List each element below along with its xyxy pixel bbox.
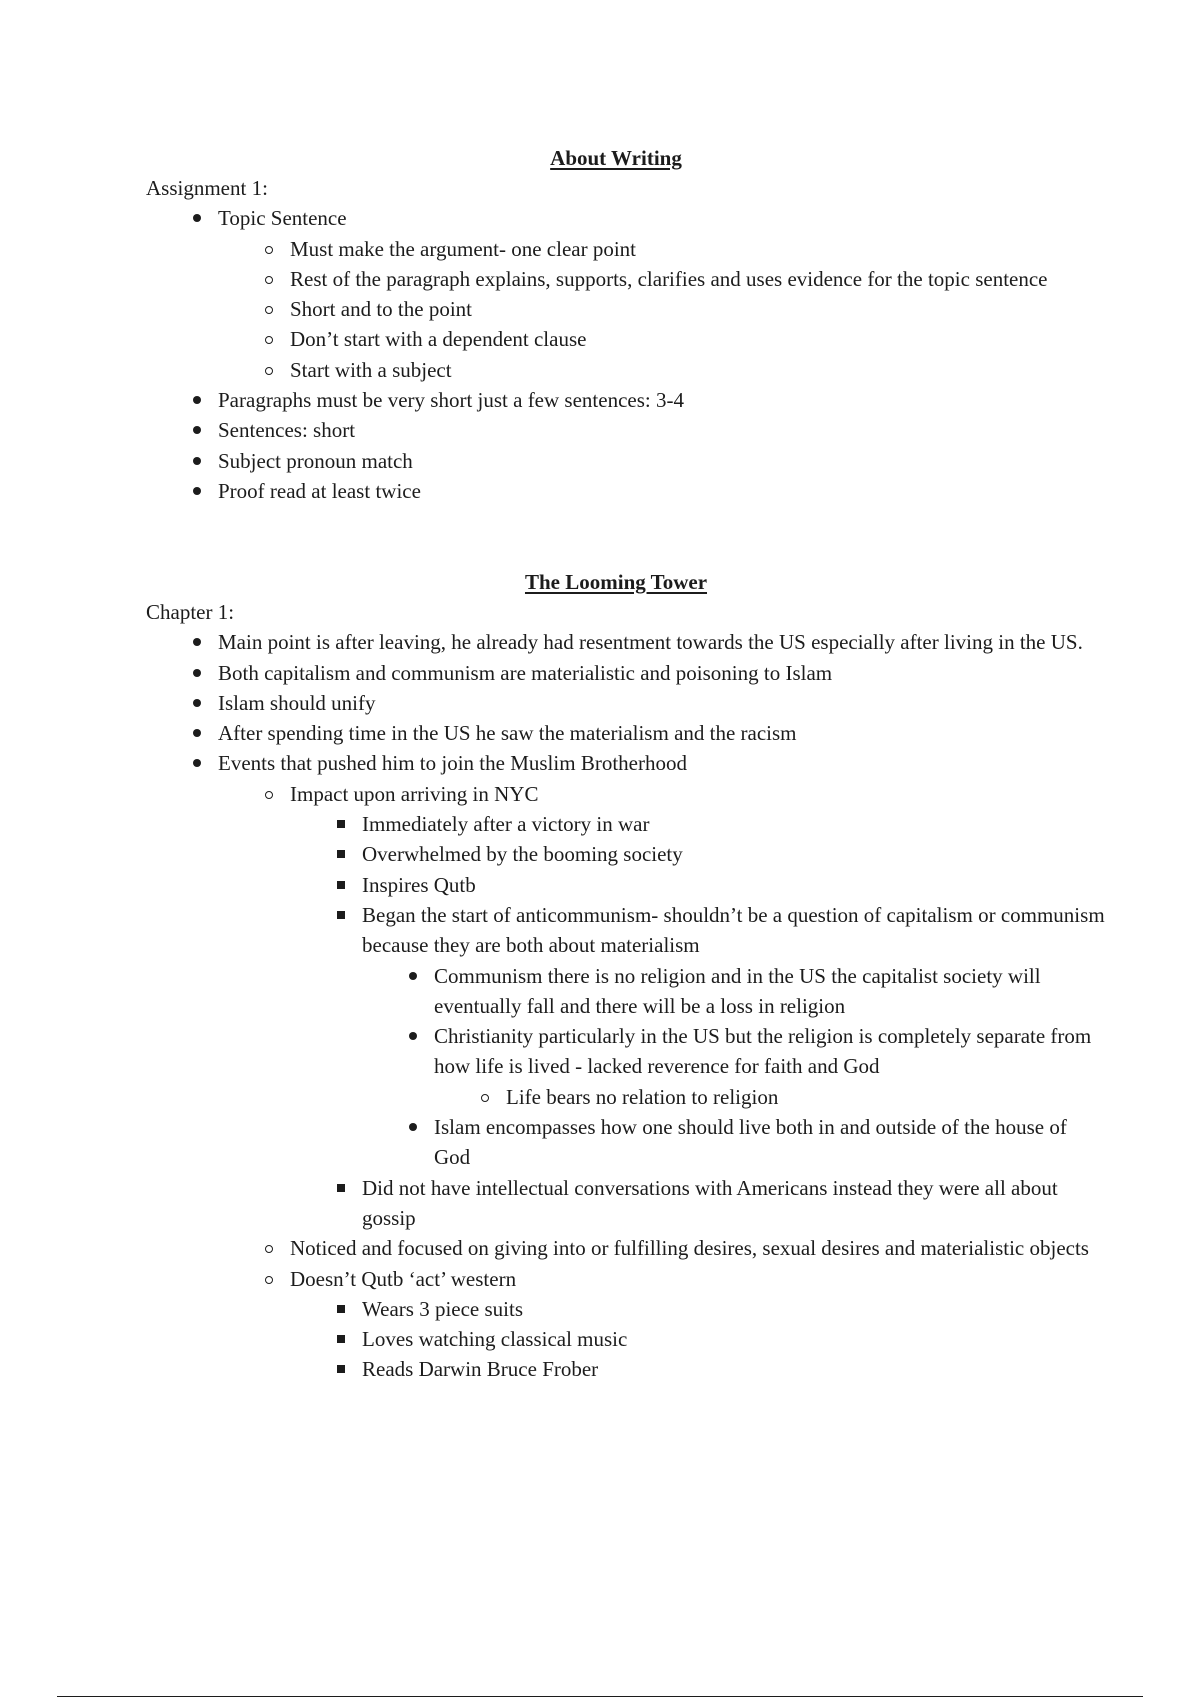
sub-list [434,1082,1106,1112]
list-item [218,294,1106,324]
list-item [218,1264,1106,1385]
list-item [290,1294,1106,1324]
list-item-text: Proof read at least twice [218,478,421,503]
list-item [146,415,1106,445]
assignment-list [146,203,1106,506]
list-item [290,900,1106,1173]
list-item-text: Wears 3 piece suits [362,1296,524,1321]
list-item [290,870,1106,900]
list-item [146,385,1106,415]
list-item [146,688,1106,718]
list-item-text: Noticed and focused on giving into or fulfilling desires, sexual desires and materialistic objects [290,1236,1089,1261]
chapter-label: Chapter 1: [146,600,235,624]
footer-divider [57,1696,1143,1697]
list-item-text: Topic Sentence [218,206,347,231]
list-item-text: Loves watching classical music [362,1327,628,1352]
list-item [146,203,1106,385]
list-item [290,839,1106,869]
list-item-text: Sentences: short [218,418,356,443]
assignment-label: Assignment 1: [146,176,268,200]
sub-list [290,1294,1106,1385]
sub-list [218,234,1106,385]
list-item [362,1112,1106,1173]
list-item [218,1233,1106,1263]
list-item [290,1173,1106,1234]
list-item [362,961,1106,1022]
list-item-text: Immediately after a victory in war [362,812,650,837]
section-looming-tower [146,597,1106,1385]
list-item [362,1021,1106,1112]
list-item-text: Rest of the paragraph explains, supports, clarifies and uses evidence for the topic sentence [290,266,1048,291]
list-item-text: After spending time in the US he saw the materialism and the racism [218,721,797,746]
list-item-text: Both capitalism and communism are materialistic and poisoning to Islam [218,660,833,685]
list-item-text: Events that pushed him to join the Muslim Brotherhood [218,751,687,776]
list-item-text: Christianity particularly in the US but the religion is completely separate from how life is lived - lacked reverence for faith and God [434,1024,1092,1079]
list-item [218,324,1106,354]
list-item [146,658,1106,688]
section-title-looming-tower: The Looming Tower [524,570,708,594]
list-item [290,1354,1106,1384]
list-item [218,234,1106,264]
section-title-about-writing: About Writing [550,146,682,170]
list-item [218,355,1106,385]
list-item-text: Communism there is no religion and in the US the capitalist society will eventually fall and there will be a loss in religion [434,963,1041,1018]
list-item-text: Must make the argument- one clear point [290,236,637,261]
list-item-text: Began the start of anticommunism- shouldn’t be a question of capitalism or communism because they are both about materialism [362,902,1105,958]
list-item [146,446,1106,476]
list-item-text: Islam should unify [218,690,376,715]
list-item-text: Short and to the point [290,297,472,322]
list-item-text: Impact upon arriving in NYC [290,781,539,806]
list-item-text: Subject pronoun match [218,448,413,473]
section-about-writing [146,173,1106,506]
list-item-text: Life bears no relation to religion [506,1084,779,1109]
list-item [218,779,1106,1233]
list-item-text: Start with a subject [290,357,452,382]
list-item [146,718,1106,748]
list-item-text: Doesn’t Qutb ‘act’ western [290,1266,517,1291]
list-item-text: Did not have intellectual conversations with Americans instead they were all about gossip [362,1175,1058,1230]
list-item-text: Main point is after leaving, he already had resentment towards the US especially after living in the US. [218,630,1083,655]
list-item-text: Islam encompasses how one should live both in and outside of the house of God [434,1115,1067,1170]
chapter-list [146,627,1106,1384]
list-item [146,627,1106,657]
list-item-text: Don’t start with a dependent clause [290,327,587,352]
list-item [290,1324,1106,1354]
list-item-text: Reads Darwin Bruce Frober [362,1357,599,1382]
list-item [218,264,1106,294]
list-item-text: Inspires Qutb [362,872,476,897]
list-item [146,476,1106,506]
list-item [146,748,1106,1384]
list-item [434,1082,1106,1112]
list-item-text: Paragraphs must be very short just a few sentences: 3-4 [218,388,684,413]
sub-list [218,779,1106,1385]
list-item [290,809,1106,839]
list-item-text: Overwhelmed by the booming society [362,842,683,867]
sub-list [362,961,1106,1173]
sub-list [290,809,1106,1233]
